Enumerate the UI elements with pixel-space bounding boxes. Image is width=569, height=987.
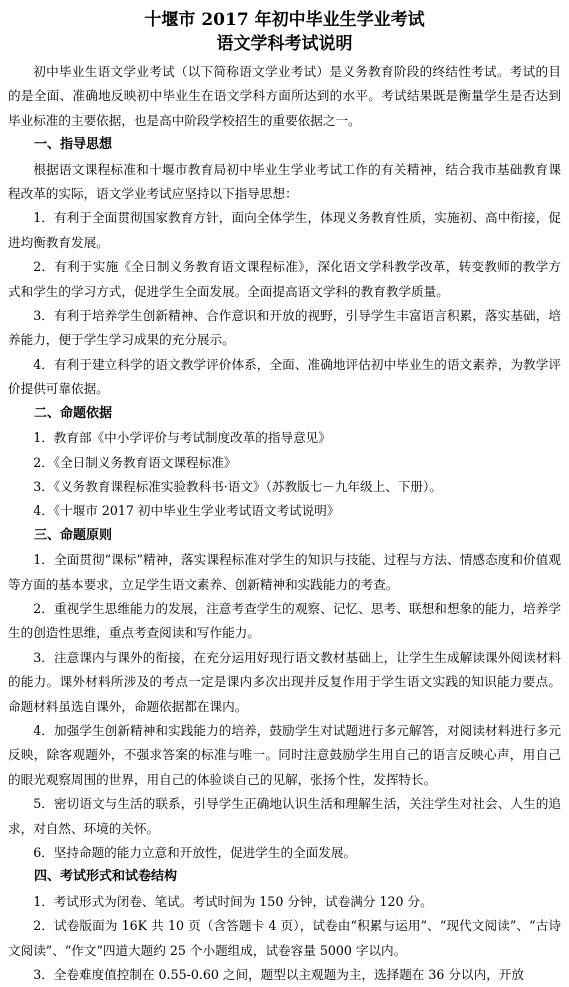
list-item: 4．有利于建立科学的语文教学评价体系，全面、准确地评估初中毕业生的语文素养，为教学评价提供可靠依据。 bbox=[8, 356, 561, 397]
document-subtitle: 语文学科考试说明 bbox=[216, 34, 353, 54]
section-lead: 根据语文课程标准和十堰市教育局初中毕业生学业考试工作的有关精神，结合我市基础教育课程改革的实际，语文学业考试应坚持以下指导思想： bbox=[8, 161, 561, 202]
list-item: 5．密切语文与生活的联系，引导学生正确地认识生活和理解生活，关注学生对社会、人生的追求，对自然、环境的关怀。 bbox=[8, 796, 561, 836]
list-item: 2．重视学生思维能力的发展，注意考查学生的观察、记忆、思考、联想和想象的能力，培养学生的创造性思维，重点考查阅读和写作能力。 bbox=[8, 600, 561, 641]
list-item: 1．教育部《中小学评价与考试制度改革的指导意见》 bbox=[33, 430, 331, 446]
section-basis bbox=[8, 402, 561, 524]
section-heading: 三、命题原则 bbox=[34, 527, 113, 543]
list-item: 1．全面贯彻“课标”精神，落实课程标准对学生的知识与技能、过程与方法、情感态度和价值观等方面的基本要求，立足学生语文素养、创新精神和实践能力的考查。 bbox=[8, 552, 561, 592]
list-item: 1．考试形式为闭卷、笔试。考试时间为 150 分钟，试卷满分 120 分。 bbox=[33, 893, 433, 909]
list-item: 2．有利于实施《全日制义务教育语文课程标准》，深化语文学科教学改革，转变教师的教学方式和学生的学习方式，促进学生全面发展。全面提高语文学科的教育教学质量。 bbox=[8, 259, 561, 299]
list-item: 3．《义务教育课程标准实验教科书·语文》（苏教版七－九年级上、下册）。 bbox=[33, 478, 442, 494]
list-item: 3．注意课内与课外的衔接，在充分运用好现行语文教材基础上，让学生生成解读课外阅读材料的能力。课外材料所涉及的考点一定是课内多次出现并反复作用于学生语文实践的知识能力要点。命题材料虽选自课外，命题依据都在课内。 bbox=[8, 649, 561, 714]
intro-paragraph: 初中毕业生语文学业考试（以下简称语文学业考试）是义务教育阶段的终结性考试。考试的目的是全面、准确地反映初中毕业生在语文学科方面所达到的水平。考试结果既是衡量学生是否达到毕业标准的主要依据，也是高中阶段学校招生的重要依据之一。 bbox=[8, 64, 561, 128]
list-item: 3．全卷难度值控制在 0.55-0.60 之间，题型以主观题为主，选择题在 36 分以内，开放 bbox=[33, 967, 524, 983]
list-item: 1．有利于全面贯彻国家教育方针，面向全体学生，体现义务教育性质，实施初、高中衔接，促进均衡教育发展。 bbox=[8, 210, 561, 250]
list-item: 2．试卷版面为 16K 共 10 页（含答题卡 4 页），试卷由“积累与运用”、“现代文阅读”、“古诗文阅读”、“作文”四道大题约 25 个小题组成，试卷容量 5000 字以内。 bbox=[8, 918, 561, 958]
list-item: 4．《十堰市 2017 初中毕业生学业考试语文考试说明》 bbox=[33, 503, 340, 519]
document-title: 十堰市 2017 年初中毕业生学业考试 bbox=[144, 10, 425, 30]
section-guiding-ideology bbox=[8, 133, 561, 401]
section-principles bbox=[8, 524, 561, 866]
list-item: 4．加强学生创新精神和实践能力的培养，鼓励学生对试题进行多元解答，对阅读材料进行多元反映，除客观题外，不强求答案的标准与唯一。同时注意鼓励学生用自己的语言反映心声，用自己的眼光观察周围的世界，用自己的体验谈自己的见解，张扬个性，发挥特长。 bbox=[8, 722, 561, 787]
section-exam-format bbox=[8, 865, 561, 987]
section-heading: 四、考试形式和试卷结构 bbox=[34, 869, 178, 885]
section-heading: 一、指导思想 bbox=[34, 137, 113, 153]
list-item: 6．坚持命题的能力立意和开放性，促进学生的全面发展。 bbox=[33, 845, 357, 860]
list-item: 3．有利于培养学生创新精神、合作意识和开放的视野，引导学生丰富语言积累，落实基础，培养能力，便于学生学习成果的充分展示。 bbox=[8, 308, 561, 348]
list-item: 2．《全日制义务教育语文课程标准》 bbox=[33, 454, 237, 470]
section-heading: 二、命题依据 bbox=[34, 405, 113, 421]
